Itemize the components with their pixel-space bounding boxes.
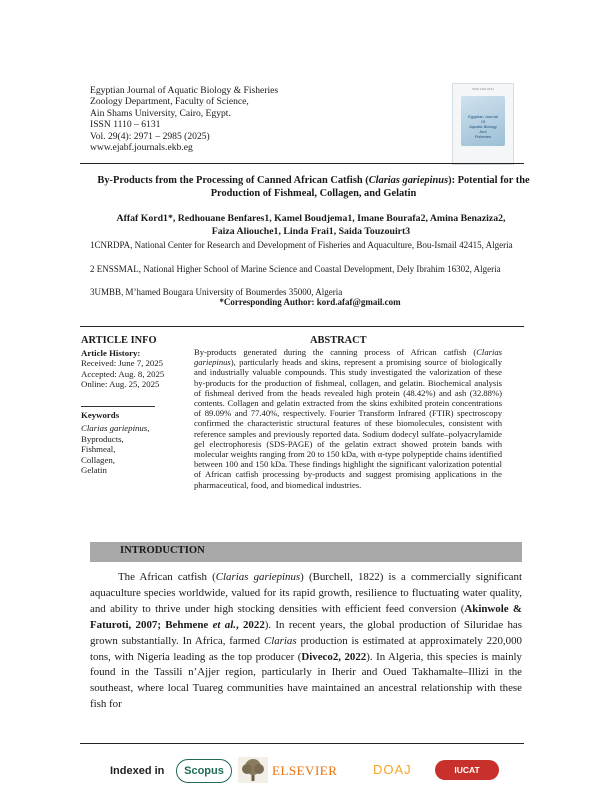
keyword-item: Clarias gariepinus,: [81, 423, 150, 433]
received-date: Received: June 7, 2025: [81, 358, 164, 369]
keyword-item: Byproducts,: [81, 433, 124, 444]
corresponding-author: *Corresponding Author: kord.afaf@gmail.com: [219, 297, 401, 307]
journal-issn: ISSN 1110 – 6131: [90, 119, 161, 131]
accepted-date: Accepted: Aug. 8, 2025: [81, 368, 165, 379]
keywords-heading: Keywords: [81, 410, 120, 420]
indexing-bar: [110, 757, 510, 787]
paper-title: By-Products from the Processing of Canned African Catfish (Clarias gariepinus): Potential for the Production of Fishmeal, Collagen, and Gelatin: [97, 175, 530, 199]
journal-department: Zoology Department, Faculty of Science,: [90, 96, 249, 108]
affiliation-1: 1CNRDPA, National Center for Research and Development of Fisheries and Aquaculture, Bou-Ismail 42415, Algeria: [90, 240, 513, 250]
citation: Akinwole & Faturoti, 2007; Behmene et al., 2022: [90, 602, 523, 631]
journal-university: Ain Shams University, Cairo, Egypt.: [90, 107, 231, 119]
journal-url[interactable]: www.ejabf.journals.ekb.eg: [90, 142, 193, 154]
header-divider: [80, 163, 524, 164]
affiliation-2: 2 ENSSMAL, National Higher School of Marine Science and Coastal Development, Dely Ibrahim 16302, Algeria: [90, 264, 501, 274]
online-date: Online: Aug. 25, 2025: [81, 379, 160, 390]
introduction-paragraph: The African catfish (Clarias gariepinus) (Burchell, 1822) is a commercially significant aquaculture species worldwide, valued for its rapid growth, resilience to fluctuating water quality, and ability to thrive under high stocking densities with efficient feed conversion (Akinwole & Faturoti, 2007; Behmene et al., 2022). In recent years, the global production of Siluridae has grown substantially. In Africa, farmed Clarias production is estimated at approximately 220,000 tons, with Nigeria leading as the top producer (Diveco2, 2022). In Algeria, this species is mainly found in the Tassili n’Ajjer region, particularly in Iherir and Oued Takhamalte–Illizi in the southeast, where local Tuareg communities have maintained an ancestral relationship with these fish for: [90, 571, 523, 711]
journal-name: Egyptian Journal of Aquatic Biology & Fisheries: [90, 85, 279, 96]
info-divider: [80, 326, 524, 327]
keyword-list: [81, 423, 149, 476]
footer-divider: [80, 743, 524, 744]
journal-info: [90, 85, 278, 153]
journal-volume: Vol. 29(4): 2971 – 2985 (2025): [90, 130, 210, 142]
article-info-heading: ARTICLE INFO: [81, 335, 157, 346]
abstract-species: Clarias gariepinus: [194, 347, 502, 368]
elsevier-tree-icon: [238, 757, 268, 783]
iucat-logo[interactable]: IUCAT: [435, 760, 499, 780]
history-label: Article History:: [81, 348, 141, 358]
authors-line-1: Affaf Kord1*, Redhouane Benfares1, Kamel Boudjema1, Imane Bourafa2, Amina Benaziza2,: [116, 213, 506, 224]
introduction-heading: INTRODUCTION: [120, 545, 205, 556]
author-list: [80, 213, 542, 238]
authors-line-2: Faiza Aliouche1, Linda Frai1, Saida Touzouirt3: [211, 225, 411, 237]
indexed-in-label: Indexed in: [110, 765, 165, 777]
keywords-divider: [81, 406, 155, 407]
doaj-logo[interactable]: DOAJ: [373, 762, 412, 777]
abstract-heading: ABSTRACT: [310, 335, 367, 346]
keyword-item: Gelatin: [81, 465, 107, 476]
keyword-item: Collagen,: [81, 454, 115, 465]
keyword-item: Fishmeal,: [81, 444, 116, 455]
affiliation-3: 3UMBB, M’hamed Bougara University of Boumerdes 35000, Algeria: [90, 287, 343, 297]
cover-title: Egyptian Journal Of Aquatic Biology And Fisheries: [468, 114, 498, 139]
elsevier-logo[interactable]: ELSEVIER: [272, 763, 338, 778]
article-history: [81, 348, 164, 390]
cover-issn: ISSN 1110-6131: [472, 87, 494, 91]
journal-cover-image: [452, 83, 514, 165]
title-species: Clarias gariepinus: [368, 175, 449, 186]
abstract-text: By-products generated during the canning process of African catfish (Clarias gariepinus), particularly heads and skins, represent a promising source of biologically and industrially valuable compounds. This study investigated the valorization of these by-products for the production of fishmeal, collagen, and gelatin. Biochemical analysis of fishmeal derived from the heads revealed high protein (48.42%) and ash (32.88%) contents. Collagen and gelatin extracted from the skins exhibited protein concentrations of 89.09% and 77.40%, respectively. Fourier Transform Infrared (FTIR) spectroscopy confirmed the characteristic structural features of these biomolecules, consistent with reference samples and previously reported data. Sodium dodecyl sulfate–polyacrylamide gel electrophoresis (SDS-PAGE) of the gelatin extract showed protein bands with molecular weights ranging from 20 to 150 kDa, with α-type polypeptide chains identified between 100 and 150 kDa. These findings highlight the significant valorization potential of African catfish processing by-products and suggest promising applications in the pharmaceutical, food, and biomedical industries.: [194, 347, 502, 490]
scopus-logo[interactable]: Scopus: [176, 759, 232, 783]
citation: Diveco2, 2022: [301, 650, 367, 663]
